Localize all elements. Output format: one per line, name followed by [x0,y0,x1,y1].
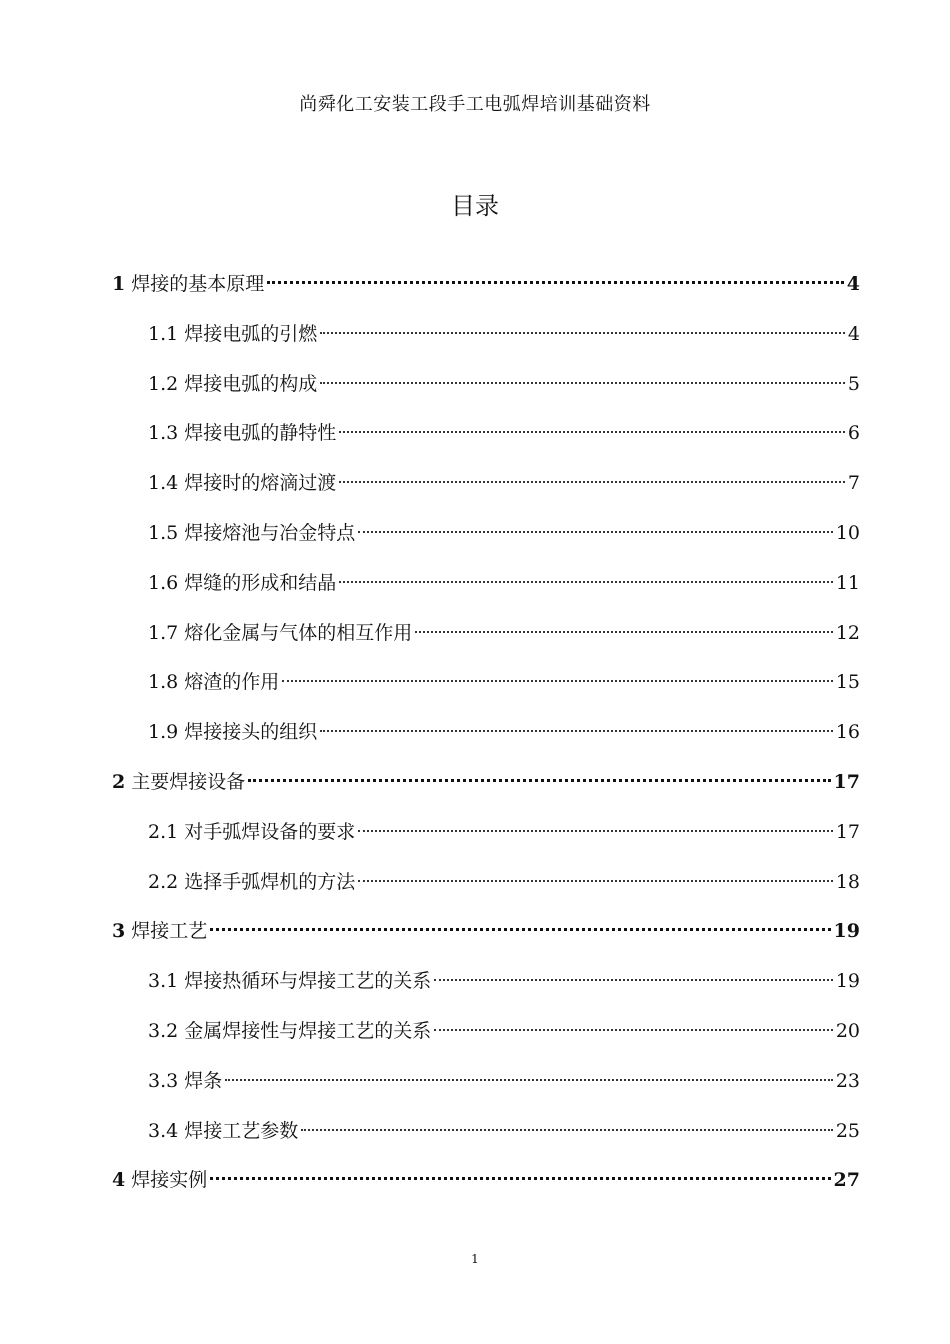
toc-title: 目录 [451,192,499,220]
toc-entry-number: 1.6 [148,571,179,594]
toc-dot-leader [267,281,844,284]
toc-entry-title: 焊缝的形成和结晶 [184,571,337,594]
toc-entry[interactable] [112,1057,860,1107]
toc-entry-number: 2 [112,770,126,793]
toc-entry-title: 焊接实例 [131,1169,208,1192]
toc-entry-page: 10 [835,521,860,544]
toc-dot-leader [248,779,830,782]
toc-entry-title: 焊条 [184,1069,223,1092]
toc-dot-leader [225,1079,833,1081]
toc-entry-page: 20 [835,1019,860,1042]
toc-entry-page: 11 [835,571,860,594]
table-of-contents [112,260,860,1206]
toc-entry-number: 1.9 [148,721,179,744]
toc-entry-title: 焊接的基本原理 [131,273,265,295]
toc-entry[interactable] [112,1107,860,1157]
toc-dot-leader [320,382,845,384]
toc-entry-title: 焊接电弧的引燃 [184,322,318,345]
toc-entry-number: 1.7 [148,621,179,644]
toc-entry[interactable] [112,310,860,360]
toc-entry[interactable] [112,260,860,310]
toc-entry-number: 2.2 [148,870,179,893]
toc-entry-number: 1.5 [148,521,179,544]
toc-entry-page: 4 [847,322,860,345]
toc-entry-title: 焊接工艺 [131,920,208,943]
toc-dot-leader [358,531,833,533]
toc-entry[interactable] [112,459,860,509]
toc-entry-page: 27 [833,1169,860,1192]
toc-dot-leader [434,979,833,981]
toc-entry-page: 23 [835,1069,860,1092]
toc-dot-leader [282,680,833,682]
toc-entry[interactable] [112,907,860,957]
toc-dot-leader [320,730,833,732]
toc-entry[interactable] [112,509,860,559]
toc-dot-leader [415,631,833,633]
toc-entry-page: 19 [835,970,860,993]
toc-entry-page: 7 [847,472,860,495]
toc-entry[interactable] [112,658,860,708]
toc-entry[interactable] [112,360,860,410]
toc-entry-title: 焊接电弧的静特性 [184,422,337,445]
toc-entry-page: 6 [847,422,860,445]
toc-dot-leader [301,1129,833,1131]
toc-entry-title: 主要焊接设备 [131,770,246,793]
toc-entry-number: 1 [112,273,126,295]
toc-dot-leader [358,880,833,882]
toc-entry-page: 4 [846,273,860,295]
toc-entry[interactable] [112,758,860,808]
toc-dot-leader [339,481,845,483]
toc-entry[interactable] [112,957,860,1007]
toc-entry-number: 3.4 [148,1119,179,1142]
toc-entry-number: 1.2 [148,372,179,395]
toc-entry-page: 17 [833,770,860,793]
page-header: 尚舜化工安装工段手工电弧焊培训基础资料 [299,94,651,115]
page-number: 1 [471,1252,479,1266]
toc-entry[interactable] [112,808,860,858]
toc-dot-leader [210,928,830,931]
toc-entry-title: 焊接接头的组织 [184,721,318,744]
toc-entry-page: 25 [835,1119,860,1142]
toc-entry-page: 17 [835,820,860,843]
toc-entry[interactable] [112,1156,860,1206]
toc-entry-number: 2.1 [148,820,179,843]
toc-entry-title: 焊接工艺参数 [184,1119,299,1142]
toc-entry[interactable] [112,708,860,758]
toc-entry-title: 焊接热循环与焊接工艺的关系 [184,970,432,993]
toc-dot-leader [434,1029,833,1031]
toc-entry-page: 5 [847,372,860,395]
toc-dot-leader [339,581,833,583]
toc-dot-leader [210,1177,830,1180]
toc-entry[interactable] [112,409,860,459]
toc-entry-number: 1.3 [148,422,179,445]
toc-entry[interactable] [112,858,860,908]
toc-dot-leader [339,431,845,433]
toc-entry[interactable] [112,1007,860,1057]
toc-entry-number: 3.1 [148,970,179,993]
toc-entry[interactable] [112,609,860,659]
toc-entry-page: 18 [835,870,860,893]
toc-entry-number: 3.2 [148,1019,179,1042]
toc-entry-page: 15 [835,671,860,694]
toc-entry-title: 选择手弧焊机的方法 [184,870,356,893]
toc-entry-page: 12 [835,621,860,644]
toc-entry-page: 16 [835,721,860,744]
toc-entry-page: 19 [833,920,860,943]
toc-entry-number: 3 [112,920,126,943]
toc-dot-leader [320,332,845,334]
toc-entry-title: 对手弧焊设备的要求 [184,820,356,843]
toc-entry-number: 1.8 [148,671,179,694]
toc-entry-number: 1.1 [148,322,179,345]
toc-entry-number: 3.3 [148,1069,179,1092]
toc-entry-title: 金属焊接性与焊接工艺的关系 [184,1019,432,1042]
toc-entry[interactable] [112,559,860,609]
toc-entry-title: 焊接时的熔滴过渡 [184,472,337,495]
toc-dot-leader [358,830,833,832]
toc-entry-title: 熔化金属与气体的相互作用 [184,621,413,644]
toc-entry-number: 1.4 [148,472,179,495]
toc-entry-number: 4 [112,1169,126,1192]
toc-entry-title: 焊接电弧的构成 [184,372,318,395]
toc-entry-title: 焊接熔池与冶金特点 [184,521,356,544]
toc-entry-title: 熔渣的作用 [184,671,280,694]
